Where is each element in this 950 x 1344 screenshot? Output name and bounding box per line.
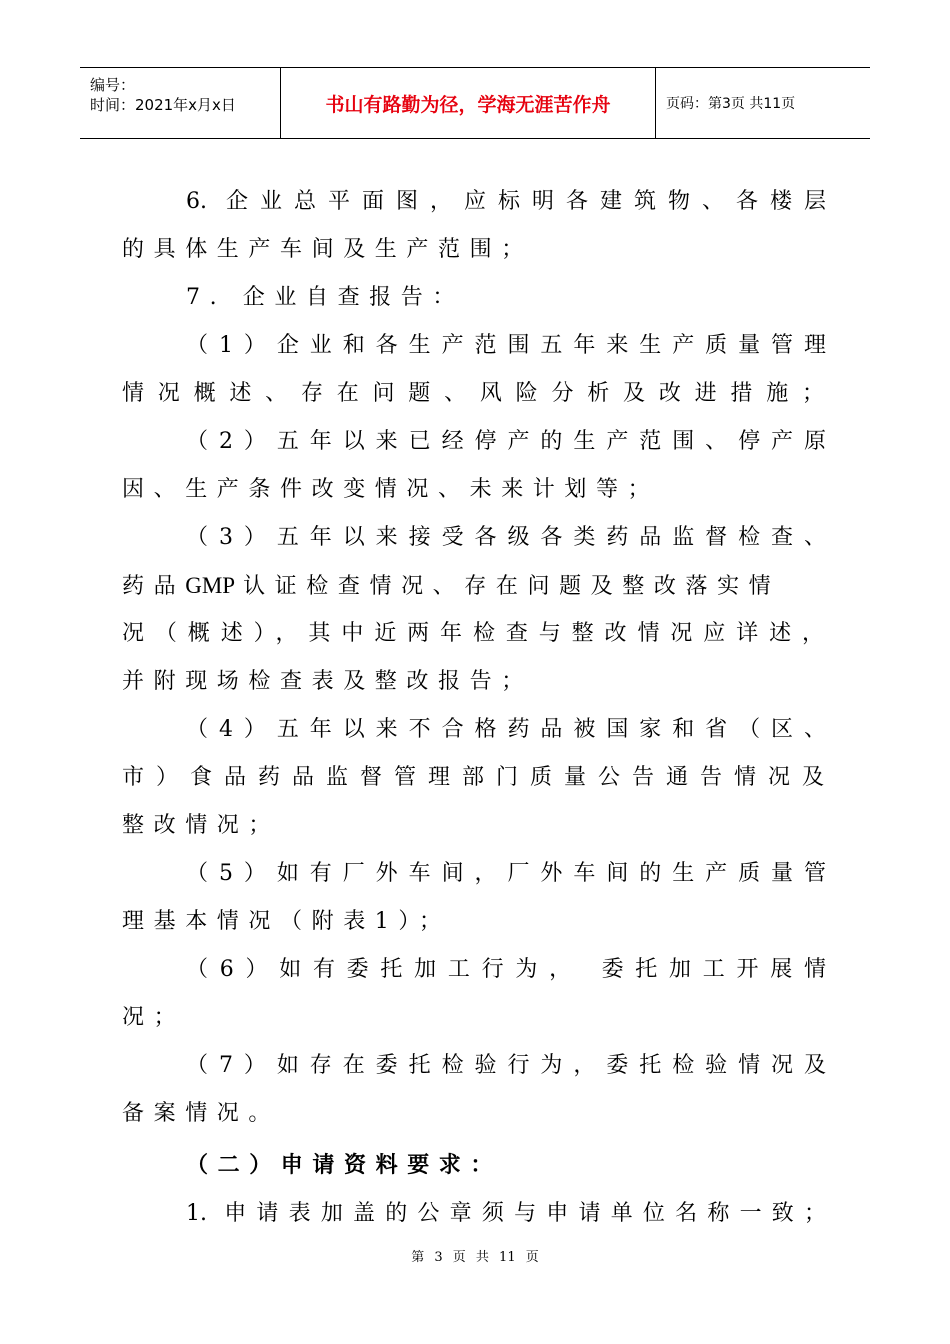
paragraph-line: （1）企业和各生产范围五年来生产质量管理	[186, 333, 826, 358]
document-time-label: 时间：2021年x月x日	[90, 96, 236, 114]
page-footer: 第 3 页 共 11 页	[411, 1250, 539, 1265]
paragraph-line: 况（概述），其中近两年检查与整改情况应详述，	[122, 621, 824, 646]
gmp-text: GMP	[185, 573, 236, 598]
document-number-label: 编号：	[90, 76, 136, 94]
line-segment: 认证检查情况、存在问题及整改落实情	[243, 574, 781, 599]
paragraph-line: 并附现场检查表及整改报告；	[122, 669, 533, 694]
paragraph-line: 因、生产条件改变情况、未来计划等；	[122, 477, 660, 502]
paragraph-line: 的具体生产车间及生产范围；	[122, 237, 533, 262]
paragraph-line: 备案情况。	[122, 1101, 281, 1126]
paragraph-line: 市）食品药品监督管理部门质量公告通告情况及	[122, 765, 824, 790]
header-page-info: 页码：第3页 共11页	[666, 96, 796, 112]
header-motto-cell	[281, 68, 656, 138]
paragraph-line: 整改情况；	[122, 813, 281, 838]
paragraph-line: 理基本情况（附表1）；	[122, 909, 451, 934]
header-meta-cell	[80, 68, 281, 138]
header-table	[80, 67, 870, 139]
paragraph-line: （7）如存在委托检验行为，委托检验情况及	[186, 1053, 826, 1078]
paragraph-line	[122, 571, 824, 602]
paragraph-line: （4）五年以来不合格药品被国家和省（区、	[186, 717, 826, 742]
paragraph-line: 7. 企业自查报告：	[186, 285, 464, 310]
paragraph-line: 1. 申请表加盖的公章须与申请单位名称一致；	[186, 1201, 826, 1226]
paragraph-line: （2）五年以来已经停产的生产范围、停产原	[186, 429, 826, 454]
section-heading: （二）申请资料要求：	[186, 1153, 503, 1178]
paragraph-line: （5）如有厂外车间，厂外车间的生产质量管	[186, 861, 826, 886]
paragraph-line: （6）如有委托加工行为， 委托加工开展情	[186, 957, 826, 982]
header-motto: 书山有路勤为径，学海无涯苦作舟	[325, 93, 611, 116]
paragraph-line: 情况概述、存在问题、风险分析及改进措施；	[122, 381, 824, 406]
line-segment: 药品	[122, 574, 186, 599]
header-page-cell	[656, 68, 870, 138]
paragraph-line: 6. 企业总平面图，应标明各建筑物、各楼层	[186, 189, 826, 214]
paragraph-line: 况；	[122, 1005, 186, 1030]
paragraph-line: （3）五年以来接受各级各类药品监督检查、	[186, 525, 826, 550]
